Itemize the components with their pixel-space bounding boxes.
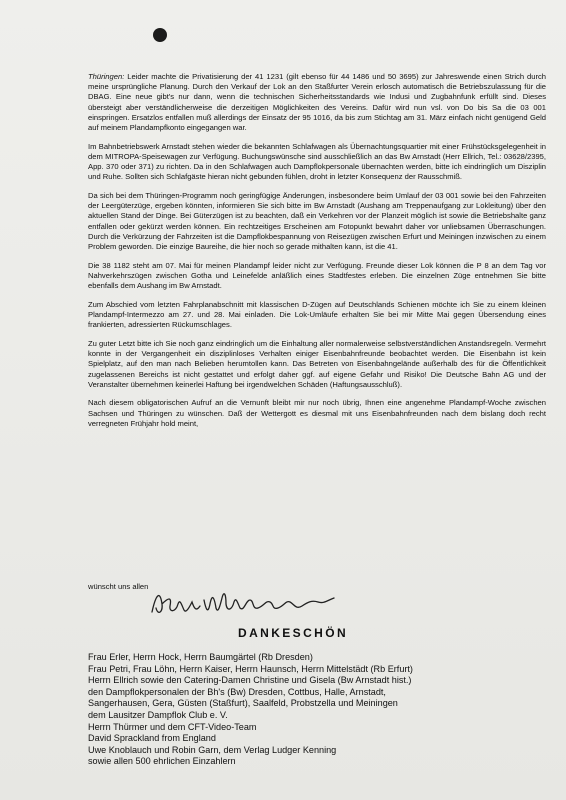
thanks-list (88, 652, 558, 768)
paragraph-schlafwagen: Im Bahnbetriebswerk Arnstadt stehen wieder die bekannten Schlafwagen als Übernachtungsquartier mit einer Frühstücksgelegenheit in dem MITROPA-Speisewagen zur Verfügung. Buchungswünsche sind ausschließlich an das Bw Arnstadt (Herr Ellrich, Tel.: 03628/2395, App. 370 oder 371) zu richten. Da in den Schlafwagen auch Dampflokpersonale übernachten werden, bitte ich eindringlich um Disziplin und Ruhe. Sollten sich Schlafgäste hieran nicht gebunden fühlen, droht in letzter Konsequenz der Rausschmiß. (88, 141, 546, 182)
thanks-line: Herrn Thürmer und dem CFT-Video-Team (88, 721, 257, 732)
paragraph-aufruf: Nach diesem obligatorischen Aufruf an die Vernunft bleibt mir nur noch übrig, Ihnen eine angenehme Plandampf-Woche zwischen Sachsen und Thüringen zu wünschen. Daß der Wettergott es diesmal mit uns Eisenbahnfreunden nach dem bislang doch recht verregneten Frühjahr hold meint, (88, 398, 546, 428)
thanks-line: den Dampflokpersonalen der Bh's (Bw) Dresden, Cottbus, Halle, Arnstadt, (88, 686, 386, 697)
paragraph-anstandsregeln: Zu guter Letzt bitte ich Sie noch ganz eindringlich um die Einhaltung aller normalerweise selbstverständlichen Anstandsregeln. Vermehrt konnte in der Vergangenheit ein disziplinloses Verhalten einiger Eisenbahnfreunde beobachtet werden. Die Eisenbahn ist kein Spielplatz, auf den man nach Belieben herumtollen kann. Das Betreten von Eisenbahngelände außerhalb des für die Öffentlichkeit zugelassenen Bereichs ist nicht gestattet und erfolgt daher ggf. auf eigene Gefahr und Risiko! Die Deutsche Bahn AG und der Veranstalter übernehmen keinerlei Haftung bei irgendwelchen Schäden (Haftungsausschluß). (88, 338, 546, 389)
thanks-heading: DANKESCHÖN (238, 626, 349, 640)
letter-body (88, 72, 546, 438)
punch-hole (153, 28, 167, 42)
thanks-line: Frau Erler, Herrn Hock, Herrn Baumgärtel (Rb Dresden) (88, 652, 313, 662)
thanks-line: dem Lausitzer Dampflok Club e. V. (88, 709, 228, 720)
thanks-line: sowie allen 500 ehrlichen Einzahlern (88, 756, 236, 767)
paragraph-aenderungen: Da sich bei dem Thüringen-Programm noch geringfügige Änderungen, insbesondere beim Umlauf der 03 001 sowie bei den Fahrzeiten der Leergüterzüge, ergeben könnten, informieren Sie sich bitte im Bw Arnstadt (Aushang am Treppenaufgang zur Lokleitung) über den aktuellen Stand der Dinge. Bei Güterzügen ist zu beachten, daß ein Verkehren vor der Planzeit möglich ist sowie die Betriebshalte ganz entfallen oder gekürzt werden können. Ein rechtzeitiges Erscheinen am Fotopunkt bewahrt daher vor unliebsamen Überraschungen. Durch die Verkürzung der Fahrzeiten ist die Dampflokbespannung von Reisezügen zwischen Erfurt und Meiningen inzwischen zu einem Problem geworden. Die einzige Baureihe, die hier noch so gerade mithalten kann, ist die 41. (88, 191, 546, 252)
handwritten-signature (148, 586, 358, 620)
thanks-line: Frau Petri, Frau Löhn, Herrn Kaiser, Herrn Haunsch, Herrn Mittelstädt (Rb Erfurt) (88, 663, 413, 674)
paragraph-lead: Thüringen: (88, 72, 125, 81)
paragraph-abschied: Zum Abschied vom letzten Fahrplanabschnitt mit klassischen D-Zügen auf Deutschlands Schienen möchte ich Sie zu einem kleinen Plandampf-Intermezzo am 27. und 28. Mai einladen. Die Lok-Umläufe erhalten Sie bei mir Mitte Mai gegen Übersendung eines frankierten, adressierten Rückumschlages. (88, 299, 546, 330)
paragraph-38-1182: Die 38 1182 steht am 07. Mai für meinen Plandampf leider nicht zur Verfügung. Freunde dieser Lok können die P 8 an dem Tag vor Nahverkehrszügen zwischen Gotha und Leinefelde anläßlich eines Stadtfestes erleben. Die einzelnen Züge entnehmen Sie bitte ebenfalls dem Aushang im Bw Arnstadt. (88, 260, 546, 291)
paragraph-text: Leider machte die Privatisierung der 41 1231 (gilt ebenso für 44 1486 und 50 3695) zur Jahreswende einen Strich durch meine ursprüngliche Planung. Durch den Verkauf der Lok an den Staßfurter Verein erlosch automatisch die Betriebszulassung für die DBAG. Eine neue gibt's nur dann, wenn die technischen Sicherheitsstandards wie Indusi und Zugbahnfunk erfüllt sind. Dieses übersteigt aber verständlicherweise die derzeitigen Möglichkeiten des Vereins. Dafür wird nun vsl. von Do bis Sa die 03 001 einspringen. Ersatzlos entfallen muß allerdings der Einsatz der 95 1016, da bis zum Stichtag am 31. März einfach nicht genügend Geld auf meinem Plandampfkonto eingegangen war. (88, 72, 546, 133)
paragraph-thueringen (88, 72, 546, 133)
closing-text: wünscht uns allen (88, 582, 149, 591)
thanks-line: Herrn Ellrich sowie den Catering-Damen Christine und Gisela (Bw Arnstadt hist.) (88, 675, 412, 686)
thanks-line: Sangerhausen, Gera, Güsten (Staßfurt), Saalfeld, Probstzella und Meiningen (88, 698, 398, 709)
thanks-line: David Sprackland from England (88, 733, 216, 744)
thanks-line: Uwe Knoblauch und Robin Garn, dem Verlag Ludger Kenning (88, 744, 337, 755)
